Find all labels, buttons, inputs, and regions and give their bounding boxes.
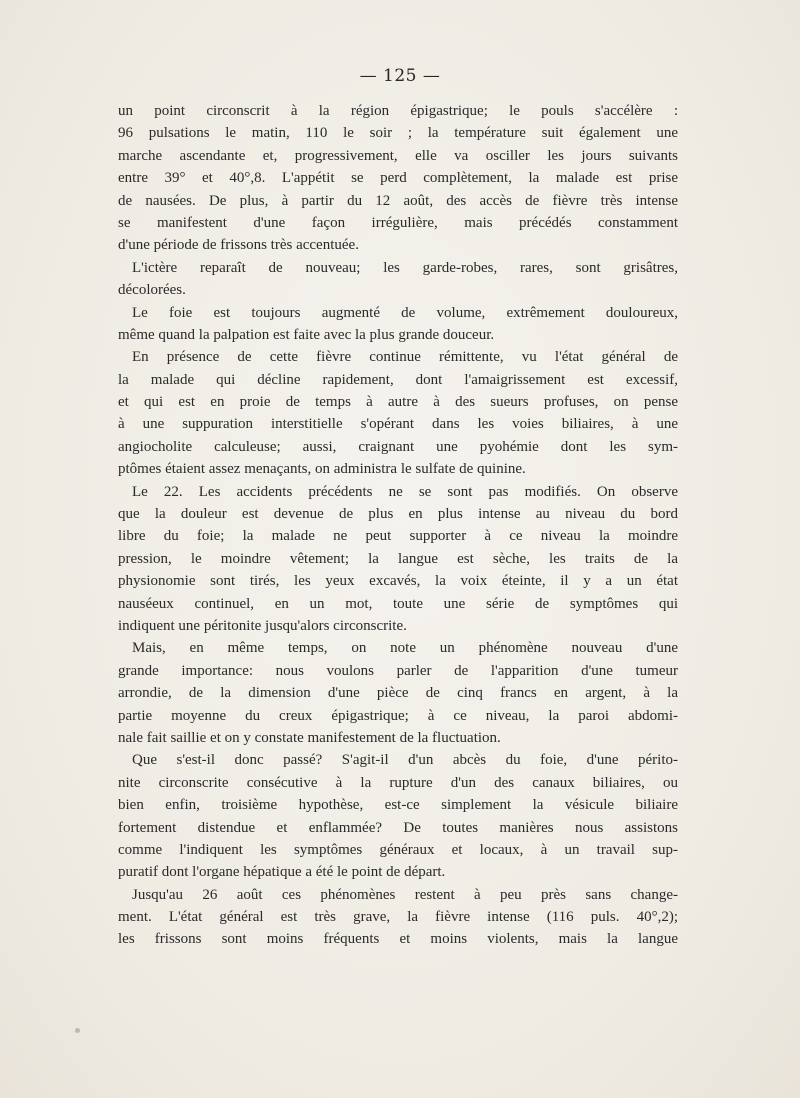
- page-number: — 125 —: [359, 66, 441, 86]
- text-line: entre 39° et 40°,8. L'appétit se perd complètement, la malade est prise: [118, 170, 678, 187]
- text-line: un point circonscrit à la région épigastrique; le pouls s'accélère :: [118, 103, 678, 119]
- text-line: libre du foie; la malade ne peut supporter à ce niveau la moindre: [118, 528, 678, 545]
- text-line: bien enfin, troisième hypothèse, est-ce simplement la vésicule biliaire: [118, 797, 678, 814]
- text-line: Que s'est-il donc passé? S'agit-il d'un abcès du foie, d'une périto-: [132, 752, 678, 769]
- text-line: nauséeux continuel, en un mot, toute une série de symptômes qui: [118, 595, 678, 612]
- text-line: à une suppuration interstitielle s'opérant dans les voies biliaires, à une: [118, 416, 678, 433]
- text-line: fortement distendue et enflammée? De toutes manières nous assistons: [118, 819, 678, 836]
- text-line: L'ictère reparaît de nouveau; les garde-robes, rares, sont grisâtres,: [132, 259, 678, 276]
- text-line: partie moyenne du creux épigastrique; à ce niveau, la paroi abdomi-: [118, 707, 678, 724]
- text-line: grande importance: nous voulons parler de l'apparition d'une tumeur: [118, 662, 678, 679]
- text-line: et qui est en proie de temps à autre à des sueurs profuses, on pense: [118, 394, 678, 411]
- text-line: angiocholite calculeuse; aussi, craignant une pyohémie dont les sym-: [118, 438, 678, 455]
- text-line: Jusqu'au 26 août ces phénomènes restent à peu près sans change-: [132, 886, 678, 903]
- text-line: marche ascendante et, progressivement, elle va osciller les jours suivants: [118, 147, 678, 164]
- text-line: la malade qui décline rapidement, dont l'amaigrissement est excessif,: [118, 371, 678, 388]
- text-line: nale fait saillie et on y constate manifestement de la fluctuation.: [118, 729, 501, 746]
- text-line: physionomie sont tirés, les yeux excavés, la voix éteinte, il y a un état: [118, 573, 678, 590]
- text-line: comme l'indiquent les symptômes généraux et locaux, à un travail sup-: [118, 841, 678, 858]
- text-line: arrondie, de la dimension d'une pièce de cinq francs en argent, à la: [118, 685, 678, 702]
- text-line: décolorées.: [118, 282, 186, 299]
- text-line: se manifestent d'une façon irrégulière, mais précédés constamment: [118, 214, 678, 231]
- text-line: Mais, en même temps, on note un phénomène nouveau d'une: [132, 640, 678, 657]
- text-line: Le 22. Les accidents précédents ne se sont pas modifiés. On observe: [132, 483, 678, 500]
- text-line: les frissons sont moins fréquents et moins violents, mais la langue: [118, 931, 678, 948]
- text-line: En présence de cette fièvre continue rémittente, vu l'état général de: [132, 349, 678, 366]
- text-line: ptômes étaient assez menaçants, on administra le sulfate de quinine.: [118, 461, 526, 478]
- text-line: que la douleur est devenue de plus en plus intense au niveau du bord: [118, 506, 678, 523]
- text-line: ment. L'état général est très grave, la fièvre intense (116 puls. 40°,2);: [118, 909, 678, 926]
- text-line: Le foie est toujours augmenté de volume, extrêmement douloureux,: [132, 304, 678, 321]
- text-line: indiquent une péritonite jusqu'alors circonscrite.: [118, 617, 407, 634]
- text-line: pression, le moindre vêtement; la langue est sèche, les traits de la: [118, 550, 678, 567]
- text-line: 96 pulsations le matin, 110 le soir ; la température suit également une: [118, 125, 678, 142]
- text-line: de nausées. De plus, à partir du 12 août, des accès de fièvre très intense: [118, 192, 678, 209]
- text-line: puratif dont l'organe hépatique a été le point de départ.: [118, 864, 446, 881]
- body-text: [118, 100, 678, 951]
- text-line: d'une période de frissons très accentuée.: [118, 237, 359, 254]
- paper-speck: [75, 1028, 80, 1033]
- text-line: nite circonscrite consécutive à la rupture d'un des canaux biliaires, ou: [118, 774, 678, 791]
- text-line: même quand la palpation est faite avec la plus grande douceur.: [118, 326, 495, 343]
